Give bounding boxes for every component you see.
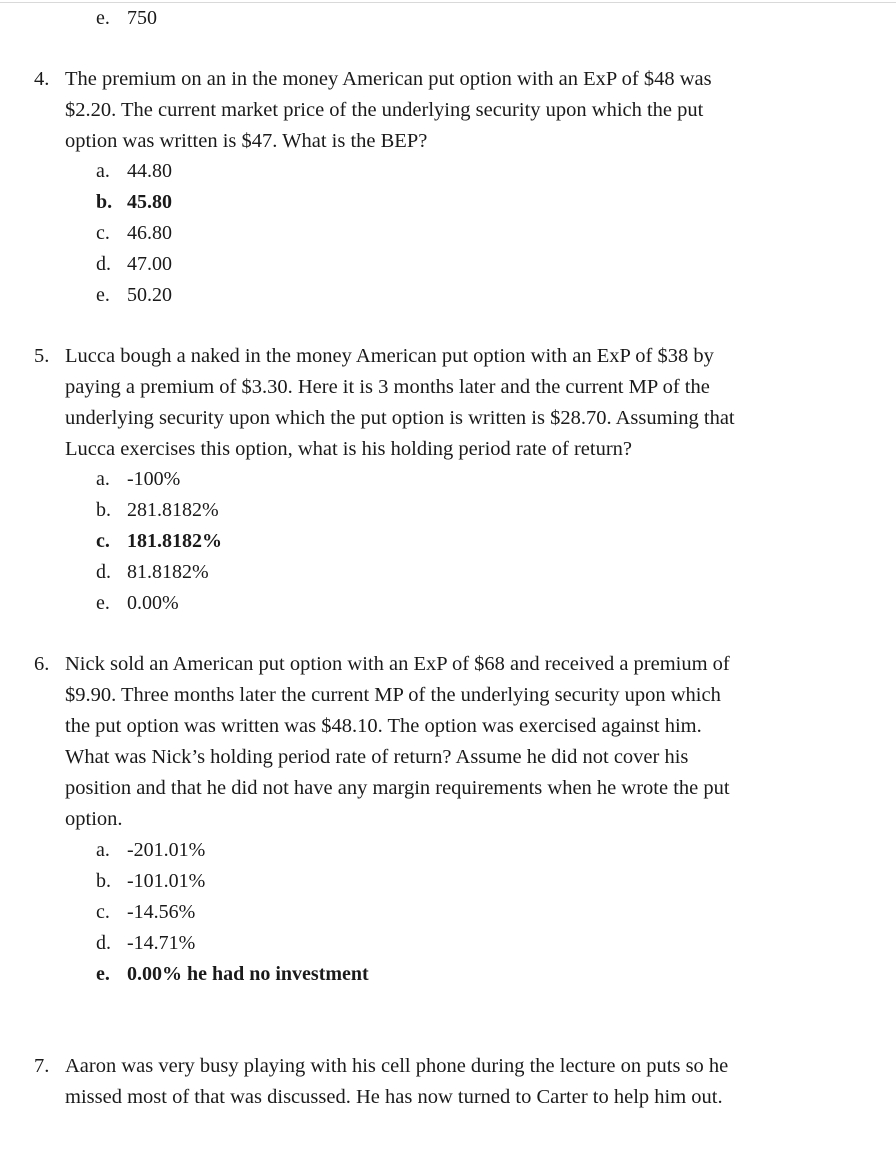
question-line: The premium on an in the money American put option with an ExP of $48 was: [65, 68, 712, 90]
option-text: 750: [127, 7, 157, 29]
answer-option-correct: [96, 187, 172, 218]
option-text: 50.20: [127, 284, 172, 306]
question-line: $9.90. Three months later the current MP of the underlying security upon which: [65, 684, 721, 706]
answer-option: [96, 156, 172, 187]
option-letter: c.: [96, 901, 110, 923]
question-line: option.: [65, 808, 123, 830]
option-letter: e.: [96, 963, 110, 985]
question-text: [65, 341, 804, 465]
option-text: 0.00%: [127, 592, 179, 614]
answer-option: [96, 557, 209, 588]
question-line: underlying security upon which the put option is written is $28.70. Assuming that: [65, 407, 735, 429]
question-line: Lucca exercises this option, what is his holding period rate of return?: [65, 438, 633, 460]
question-line: Lucca bough a naked in the money American put option with an ExP of $38 by: [65, 345, 714, 367]
question-number: 7.: [34, 1055, 50, 1077]
answer-option: [96, 495, 219, 526]
question-text: [65, 649, 804, 835]
question-number: 4.: [34, 68, 50, 90]
question-line: What was Nick’s holding period rate of return? Assume he did not cover his: [65, 746, 689, 768]
option-text: 46.80: [127, 222, 172, 244]
option-text: -14.71%: [127, 932, 196, 954]
answer-option: [96, 835, 205, 866]
option-text: 44.80: [127, 160, 172, 182]
option-text: 45.80: [127, 191, 172, 213]
option-letter: b.: [96, 499, 111, 521]
question-line: Aaron was very busy playing with his cell phone during the lecture on puts so he: [65, 1055, 729, 1077]
question-line: paying a premium of $3.30. Here it is 3 months later and the current MP of the: [65, 376, 710, 398]
question-line: $2.20. The current market price of the underlying security upon which the put: [65, 99, 704, 121]
option-text: -101.01%: [127, 870, 206, 892]
option-letter: e.: [96, 7, 110, 29]
answer-option: [96, 3, 157, 34]
option-letter: e.: [96, 284, 110, 306]
option-text: -201.01%: [127, 839, 206, 861]
question-line: Nick sold an American put option with an ExP of $68 and received a premium of: [65, 653, 730, 675]
option-letter: b.: [96, 870, 111, 892]
option-letter: a.: [96, 839, 110, 861]
option-text: -14.56%: [127, 901, 196, 923]
answer-option: [96, 464, 180, 495]
option-text: 0.00% he had no investment: [127, 963, 369, 985]
question-4: [34, 64, 804, 157]
option-letter: e.: [96, 592, 110, 614]
answer-option-correct: [96, 526, 222, 557]
option-text: -100%: [127, 468, 181, 490]
option-letter: c.: [96, 530, 110, 552]
question-text: [65, 64, 804, 157]
question-text: [65, 1051, 804, 1113]
option-text: 181.8182%: [127, 530, 222, 552]
answer-option: [96, 249, 172, 280]
option-letter: a.: [96, 160, 110, 182]
option-letter: b.: [96, 191, 113, 213]
question-line: position and that he did not have any margin requirements when he wrote the put: [65, 777, 730, 799]
question-number: 6.: [34, 653, 50, 675]
question-5: [34, 341, 804, 465]
option-text: 47.00: [127, 253, 172, 275]
question-line: the put option was written was $48.10. The option was exercised against him.: [65, 715, 702, 737]
question-7: [34, 1051, 804, 1113]
answer-option: [96, 897, 195, 928]
option-letter: d.: [96, 932, 111, 954]
answer-option: [96, 280, 172, 311]
option-letter: c.: [96, 222, 110, 244]
answer-option: [96, 218, 172, 249]
option-letter: a.: [96, 468, 110, 490]
option-letter: d.: [96, 561, 111, 583]
option-text: 81.8182%: [127, 561, 209, 583]
answer-option-correct: [96, 959, 369, 990]
question-line: option was written is $47. What is the BEP?: [65, 130, 428, 152]
option-text: 281.8182%: [127, 499, 219, 521]
answer-option: [96, 928, 195, 959]
answer-option: [96, 866, 205, 897]
answer-option: [96, 588, 179, 619]
question-6: [34, 649, 804, 835]
question-number: 5.: [34, 345, 50, 367]
option-letter: d.: [96, 253, 111, 275]
question-line: missed most of that was discussed. He has now turned to Carter to help him out.: [65, 1086, 723, 1108]
